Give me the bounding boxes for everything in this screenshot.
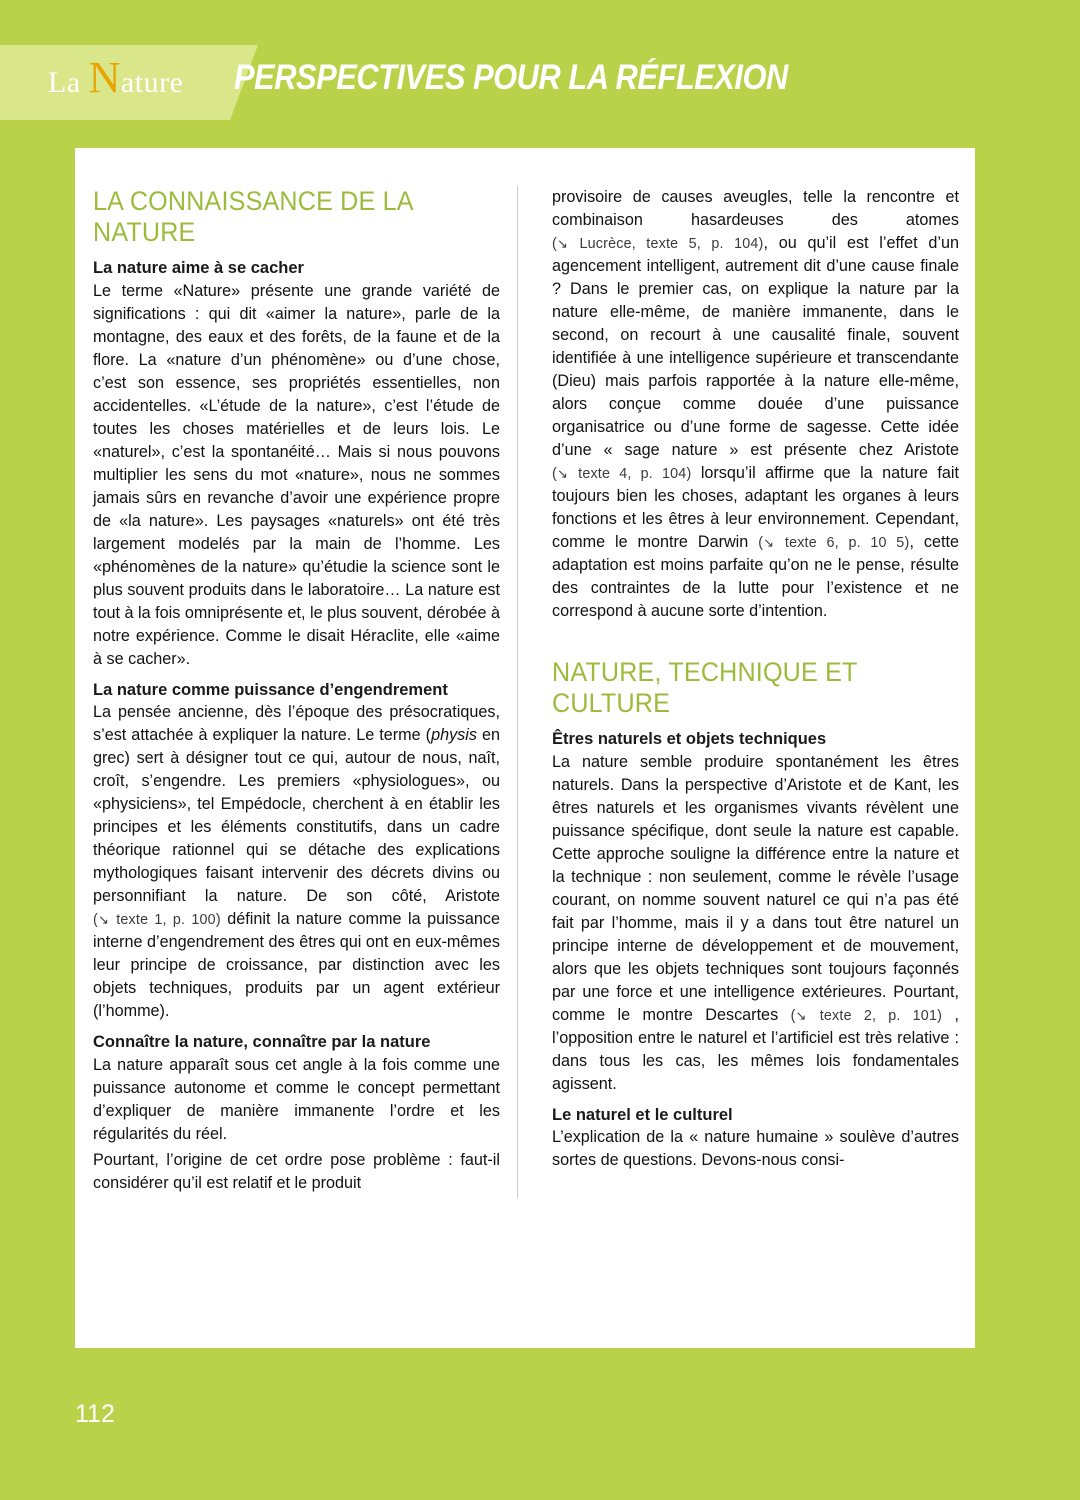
chapter-tab-suffix: ature — [120, 66, 184, 99]
reference-arrow-icon: ↘ — [556, 236, 569, 251]
right-column — [552, 186, 959, 1198]
left-section-title: LA CONNAISSANCE DE LA NATURE — [93, 186, 413, 247]
reference-texte-1[interactable]: (↘ texte 1, p. 100) — [93, 912, 221, 929]
paragraph-text-part-1: La pensée ancienne, dès l’époque des présocratiques, s’est attachée à expliquer la nature. Le terme ( — [93, 703, 500, 745]
chapter-tab-prefix: La — [48, 66, 89, 99]
page-header — [0, 0, 1080, 148]
right-section-title: NATURE, TECHNIQUE ET CULTURE — [552, 657, 858, 718]
reference-lucrece-texte-5[interactable]: (↘ Lucrèce, texte 5, p. 104) — [552, 236, 764, 252]
reference-label: texte 2, p. 101 — [819, 1007, 938, 1024]
reference-arrow-icon: ↘ — [556, 466, 569, 481]
etres-naturels-part-2: , l’opposition entre le naturel et l’artificiel est très relative : dans tous les cas, les mêmes lois fondamentales agissent. — [552, 1005, 959, 1093]
right-accent-bar — [975, 930, 1015, 1160]
paragraph-connaitre-la-nature: La nature apparaît sous cet angle à la fois comme une puissance autonome et comme le concept permettant d’expliquer de manière immanente l’ordre et les régularités du réel. — [93, 1055, 500, 1143]
reference-label: Lucrèce, texte 5, p. 104 — [579, 236, 759, 252]
page-number: 112 — [75, 1400, 115, 1428]
chapter-tab-initial: N — [88, 53, 121, 102]
reference-label: texte 1, p. 100 — [116, 912, 216, 929]
reference-texte-2[interactable]: (↘ texte 2, p. 101) — [790, 1007, 943, 1024]
chapter-tab-label — [48, 53, 184, 102]
subtitle-nature-aime-a-se-cacher: La nature aime à se cacher — [93, 259, 304, 277]
etres-naturels-part-1: La nature semble produire spontanément les êtres naturels. Dans la perspective d’Aristote et de Kant, les êtres naturels et les organismes vivants révèlent une puissance spécifique, dont seule la nature est capable. Cette approche souligne la différence entre la nature et la technique : non seulement, comme le révèle l’usage courant, on nomme souvent naturel ce qui n’a pas été fait par l’homme, mais il y a dans tout être naturel un principe interne de développement et de mouvement, alors que les objets techniques sont toujours façonnés par une force et une intelligence extérieures. Pourtant, comme le montre Descartes — [552, 752, 959, 1024]
content-card — [75, 148, 975, 1348]
subtitle-puissance-engendrement: La nature comme puissance d’engendrement — [93, 680, 448, 699]
reference-label: texte 4, p. 104 — [578, 466, 687, 482]
subtitle-connaitre-la-nature: Connaître la nature, connaître par la nature — [93, 1033, 431, 1052]
paragraph-nature-aime-a-se-cacher: Le terme «Nature» présente une grande variété de significations : qui dit «aimer la nature», parle de la montagne, des eaux et des forêts, de la faune et de la flore. La «nature d’un phénomène» ou d’une chose, c’est son essence, ses propriétés essentielles, non accidentelles. «L’étude de la nature», c’est l’étude de toutes les choses matérielles et de leurs lois. Le «naturel», c’est la spontanéité… Mais si nous pouvons multiplier les sens du mot «nature», nous ne sommes jamais sûrs en revanche d’avoir une expérience propre de «la nature». Les paysages «naturels» ont été très largement modelés par la main de l’homme. Les «phénomènes de la nature» qu’étudie la science sont le plus souvent produits dans le laboratoire… La nature est tout à la fois omniprésente et, le plus souvent, dérobée à notre expérience. Comme le disait Héraclite, elle «aime à se cacher». — [93, 281, 500, 668]
left-column — [93, 186, 518, 1198]
continuation-part-1: provisoire de causes aveugles, telle la rencontre et combinaison hasardeuses des atomes — [552, 188, 959, 229]
reference-label: texte 6, p. 10 5 — [784, 535, 905, 551]
paragraph-naturel-culturel: L’explication de la « nature humaine » soulève d’autres sortes de questions. Devons-nous consi- — [552, 1128, 959, 1170]
reference-texte-4[interactable]: (↘ texte 4, p. 104) — [552, 466, 692, 482]
subtitle-etres-naturels: Êtres naturels et objets techniques — [552, 730, 827, 748]
reference-arrow-icon: ↘ — [97, 912, 110, 928]
subtitle-naturel-culturel: Le naturel et le culturel — [552, 1105, 733, 1124]
paragraph-text-part-2: en grec) sert à désigner tout ce qui, autour de nous, naît, croît, s’engendre. Les premiers «physiologues», ou «physiciens», tel Empédocle, cherchent à en établir les principes et les éléments constitutifs, dans un cadre théorique rationnel qui se détache des explications mythologiques faisant intervenir des décrets divins ou personnifiant la nature. De son côté, Aristote — [93, 726, 501, 906]
page-title: PERSPECTIVES POUR LA RÉFLEXION — [234, 58, 788, 97]
paragraph-continuation — [552, 186, 959, 623]
continuation-part-3: lorsqu’il affirme que la nature fait toujours bien les choses, adaptant les organes à leurs fonctions et les êtres à leur environnement. Cependant, comme le montre Darwin — [552, 464, 959, 551]
reference-texte-6[interactable]: (↘ texte 6, p. 10 5) — [758, 535, 910, 551]
reference-arrow-icon: ↘ — [795, 1007, 807, 1023]
continuation-part-4: , cette adaptation est moins parfaite qu’on ne le pense, résulte des contraintes de la lutte pour l’existence et ne correspond à aucune sorte d’intention. — [552, 533, 959, 620]
paragraph-etres-naturels — [552, 751, 959, 1096]
text-columns — [93, 186, 959, 1198]
paragraph-puissance-engendrement — [93, 701, 500, 1023]
continuation-part-2: , ou qu’il est l’effet d’un agencement intelligent, autrement dit d’une cause finale ? Dans le premier cas, on explique la nature par la nature elle-même, de manière immanente, dans le second, on recourt à une causalité finale, souvent identifiée à une intelligence supérieure et transcendante (Dieu) mais parfois rapportée à la nature elle-même, alors conçue comme douée d’une puissance organisatrice ou d’une forme de sagesse. Cette idée d’une « sage nature » est présente chez Aristote — [552, 234, 959, 459]
reference-arrow-icon: ↘ — [763, 535, 775, 550]
paragraph-connaitre-la-nature-2: Pourtant, l’origine de cet ordre pose problème : faut-il considérer qu’il est relatif et le produit — [93, 1150, 500, 1192]
paragraph-text-part-3: définit la nature comme la puissance interne d’engendrement des êtres qui ont en eux-mêmes leur principe de croissance, par distinction avec les objets techniques, produits par un agent extérieur (l’homme). — [93, 910, 500, 1021]
italic-physis: physis — [431, 726, 477, 745]
